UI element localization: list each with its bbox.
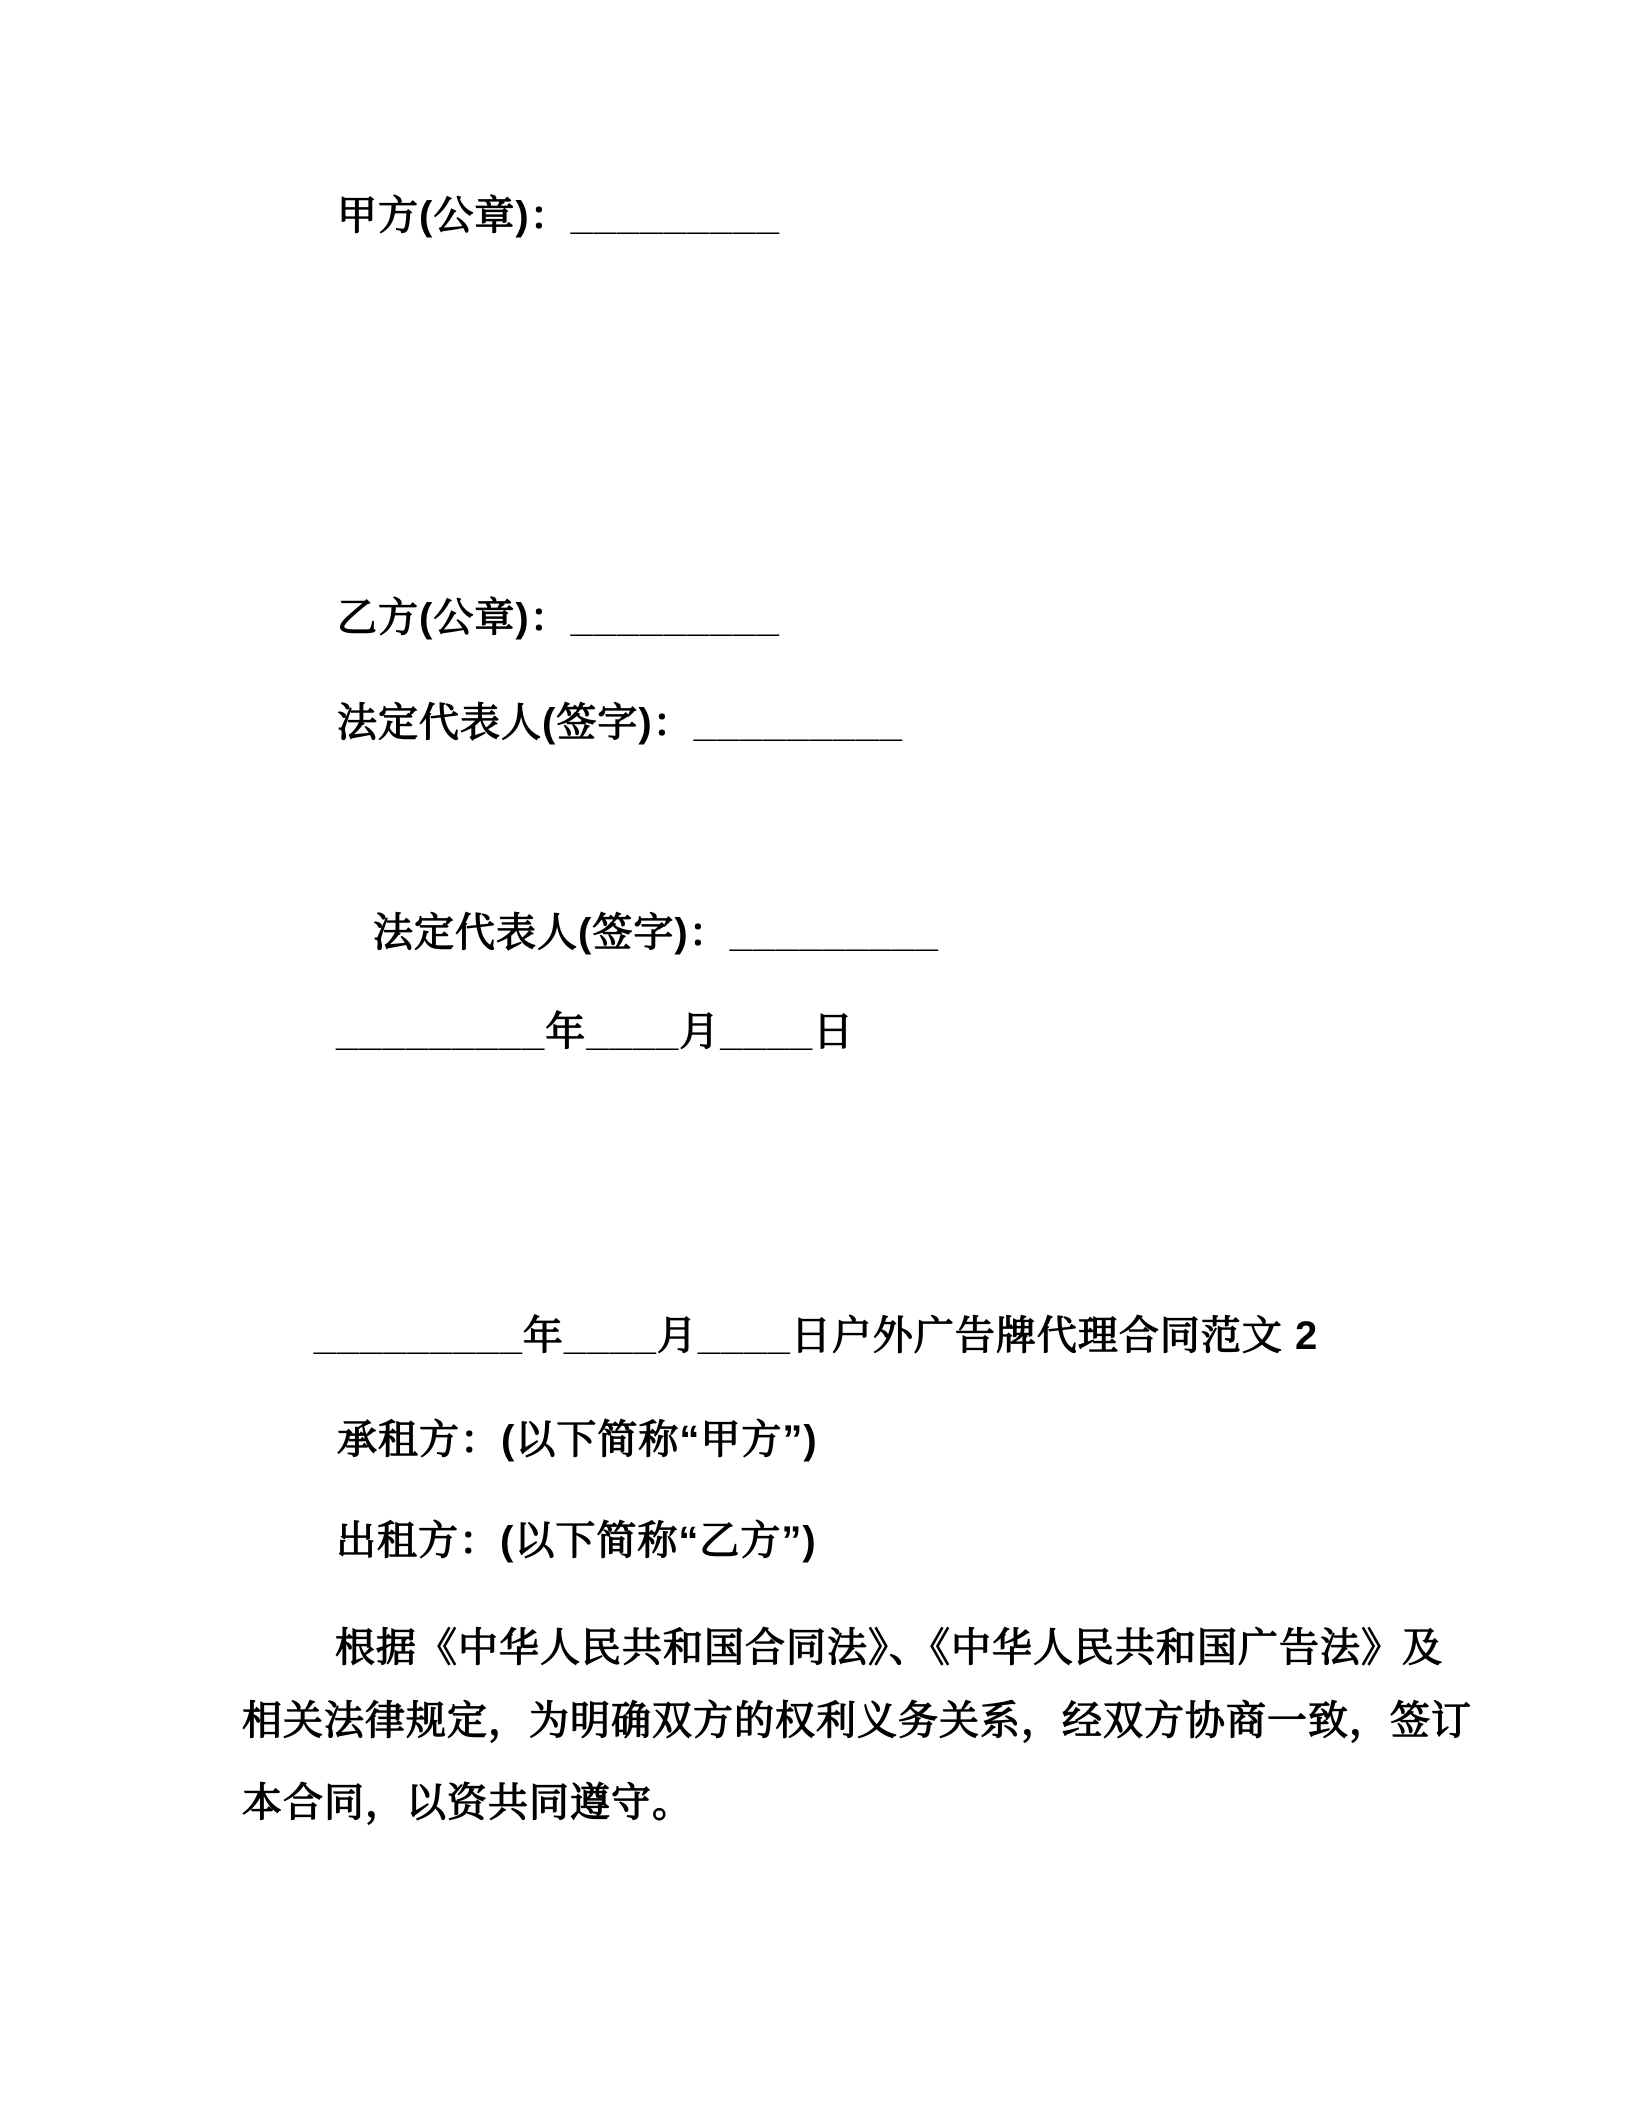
party-b-legal-rep-signature-line: 法定代表人(签字)：_________ bbox=[337, 701, 903, 745]
lessee-party-line: 承租方：(以下简称“甲方”) bbox=[337, 1418, 818, 1462]
intro-paragraph-line: 本合同，以资共同遵守。 bbox=[242, 1781, 693, 1825]
contract-sample-2-title: _________年____月____日户外广告牌代理合同范文 2 bbox=[313, 1314, 1319, 1358]
lessor-party-line: 出租方：(以下简称“乙方”) bbox=[336, 1519, 817, 1563]
intro-paragraph-line: 根据《中华人民共和国合同法》、《中华人民共和国广告法》及 bbox=[335, 1626, 1443, 1670]
contract-date-blank-line: _________年____月____日 bbox=[336, 1010, 855, 1054]
intro-paragraph-line: 相关法律规定，为明确双方的权利义务关系，经双方协商一致，签订 bbox=[242, 1699, 1472, 1743]
party-a-seal-line: 甲方(公章)：_________ bbox=[337, 194, 780, 238]
party-b-seal-line: 乙方(公章)：_________ bbox=[337, 596, 780, 640]
party-a-legal-rep-signature-line: 法定代表人(签字)：_________ bbox=[373, 911, 939, 955]
